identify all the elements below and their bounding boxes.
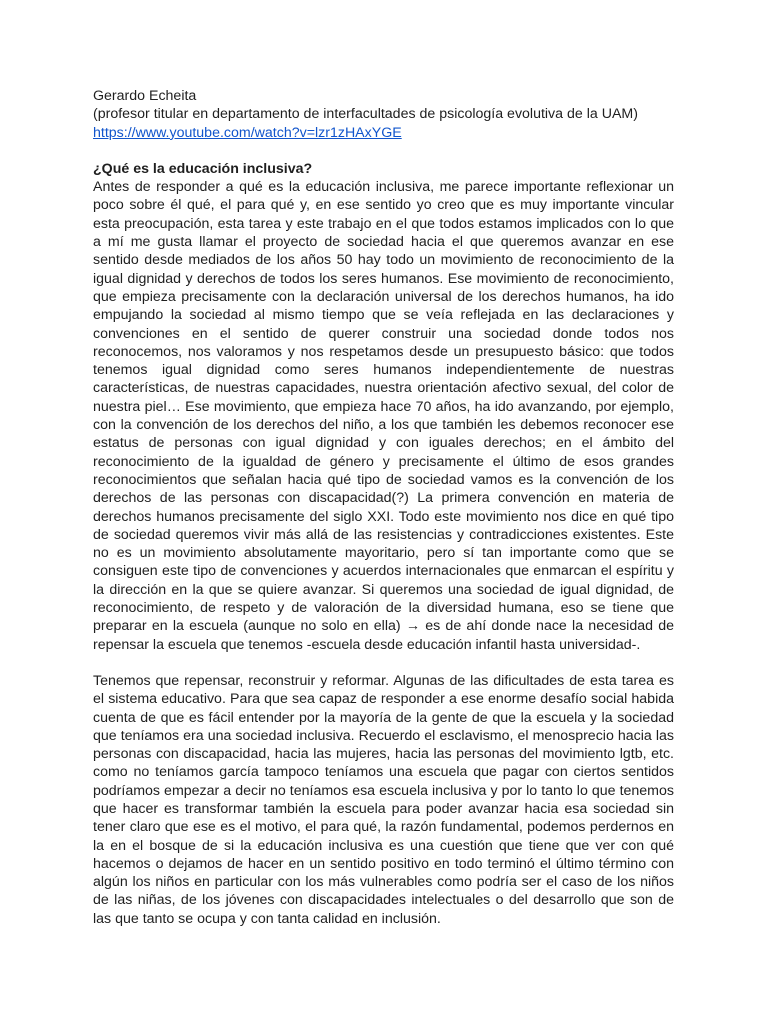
- paragraph-1: Antes de responder a qué es la educación inclusiva, me parece importante reflexionar un poco sobre él qué, el para qué y, en ese sentido yo creo que es muy importante vincular esta preocupación, esta tarea y este trabajo en el que todos estamos implicados con lo que a mí me gusta llamar el proyecto de sociedad hacia el que queremos avanzar en ese sentido desde mediados de los años 50 hay todo un movimiento de reconocimiento de la igual dignidad y derechos de todos los seres humanos. Ese movimiento de reconocimiento, que empieza precisamente con la declaración universal de los derechos humanos, ha ido empujando la sociedad al mismo tiempo que se veía reflejada en las declaraciones y convenciones en el sentido de querer construir una sociedad donde todos nos reconocemos, nos valoramos y nos respetamos desde un presupuesto básico: que todos tenemos igual dignidad como seres humanos independientemente de nuestras características, de nuestras capacidades, nuestra orientación afectivo sexual, del color de nuestra piel… Ese movimiento, que empieza hace 70 años, ha ido avanzando, por ejemplo, con la convención de los derechos del niño, a los que también les debemos reconocer ese estatus de personas con igual dignidad y con iguales derechos; en el ámbito del reconocimiento de la igualdad de género y precisamente el último de esos grandes reconocimientos que señalan hacia qué tipo de sociedad vamos es la convención de los derechos de las personas con discapacidad(?) La primera convención en materia de derechos humanos precisamente del siglo XXI. Todo este movimiento nos dice en qué tipo de sociedad queremos vivir más allá de las resistencias y contradicciones existentes. Este no es un movimiento absolutamente mayoritario, pero sí tan importante como que se consiguen este tipo de convenciones y acuerdos internacionales que enmarcan el espíritu y la dirección en la que se quiere avanzar. Si queremos una sociedad de igual dignidad, de reconocimiento, de respeto y de valoración de la diversidad humana, eso se tiene que preparar en la escuela (aunque no solo en ella) → es de ahí donde nace la necesidad de repensar la escuela que tenemos -escuela desde educación infantil hasta universidad-.: [93, 179, 674, 653]
- spacer: [93, 142, 674, 160]
- section-heading: ¿Qué es la educación inclusiva?: [93, 160, 313, 177]
- spacer: [93, 654, 674, 672]
- video-link[interactable]: https://www.youtube.com/watch?v=lzr1zHAxYGE: [93, 124, 402, 141]
- document-page: [93, 87, 674, 928]
- paragraph-2: Tenemos que repensar, reconstruir y reformar. Algunas de las dificultades de esta tarea es el sistema educativo. Para que sea capaz de responder a ese enorme desafío social habida cuenta de que es fácil entender por la mayoría de la gente de que la escuela y la sociedad que teníamos era una sociedad inclusiva. Recuerdo el esclavismo, el menosprecio hacia las personas con discapacidad, hacia las mujeres, hacia las personas del movimiento lgtb, etc. como no teníamos garcía tampoco teníamos una escuela que pagar con ciertos sentidos podríamos empezar a decir no teníamos esa escuela inclusiva y por lo tanto lo que tenemos que hacer es transformar también la escuela para poder avanzar hacia esa sociedad sin tener claro que ese es el motivo, el para qué, la razón fundamental, podemos perdernos en la en el bosque de si la educación inclusiva es una cuestión que tiene que ver con qué hacemos o dejamos de hacer en un sentido positivo en todo terminó el último término con algún los niños en particular con los más vulnerables como podría ser el caso de los niños de las niñas, de los jóvenes con discapacidades intelectuales o del desarrollo que son de las que tanto se ocupa y con tanta calidad en inclusión.: [93, 672, 674, 927]
- author-affiliation: (profesor titular en departamento de interfacultades de psicología evolutiva de la UAM): [93, 106, 638, 123]
- author-name: Gerardo Echeita: [93, 88, 197, 104]
